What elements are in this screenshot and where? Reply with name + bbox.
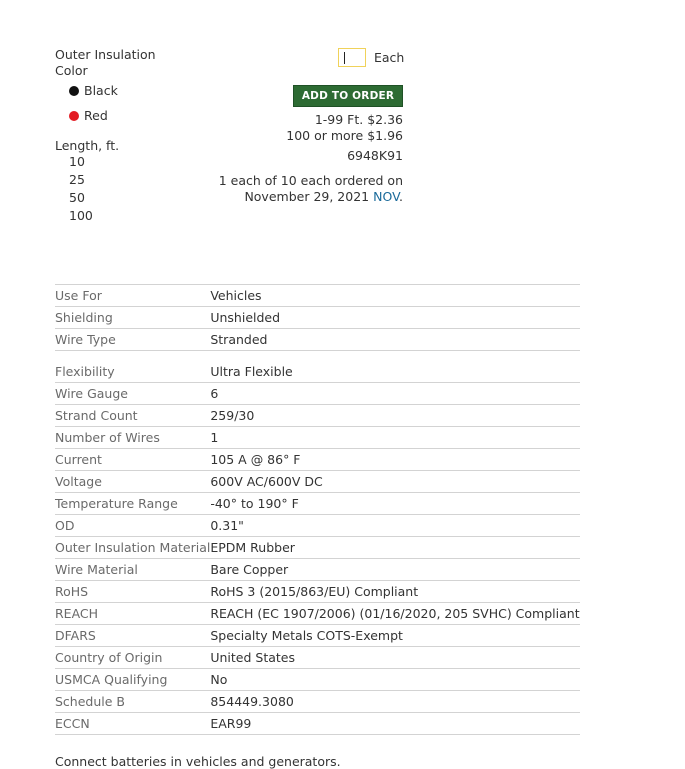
order-history-end: . [399,189,403,204]
length-option-title: Length, ft. [55,138,120,153]
spec-label: ECCN [55,713,210,735]
table-row [55,405,580,427]
spec-table [55,284,580,735]
spec-value: Stranded [210,329,579,351]
table-row [55,581,580,603]
table-row [55,285,580,307]
spec-label: Current [55,449,210,471]
spec-label: Schedule B [55,691,210,713]
order-history-line-1: 1 each of 10 each ordered on [218,173,403,188]
spec-label: Voltage [55,471,210,493]
spec-label: Strand Count [55,405,210,427]
spec-value: RoHS 3 (2015/863/EU) Compliant [210,581,579,603]
table-row [55,351,580,383]
spec-value: -40° to 190° F [210,493,579,515]
table-row [55,537,580,559]
order-history-link[interactable]: NOV [373,189,400,204]
color-option-red[interactable] [69,108,108,123]
product-description: Connect batteries in vehicles and generators. [55,754,341,769]
spec-label: DFARS [55,625,210,647]
table-row [55,559,580,581]
spec-value: Specialty Metals COTS-Exempt [210,625,579,647]
quantity-input[interactable] [338,48,366,67]
spec-label: Wire Material [55,559,210,581]
spec-label: Temperature Range [55,493,210,515]
color-option-title: Outer Insulation Color [55,47,156,78]
spec-value: REACH (EC 1907/2006) (01/16/2020, 205 SVHC) Compliant [210,603,579,625]
table-row [55,329,580,351]
spec-label: RoHS [55,581,210,603]
table-row [55,515,580,537]
spec-value: EPDM Rubber [210,537,579,559]
spec-value: 259/30 [210,405,579,427]
table-row [55,625,580,647]
spec-label: Flexibility [55,364,115,379]
color-option-label: Black [84,83,118,98]
price-tier-2: 100 or more $1.96 [286,128,403,143]
spec-value: Vehicles [210,285,579,307]
spec-value: Unshielded [210,307,579,329]
add-to-order-button[interactable]: ADD TO ORDER [293,85,403,107]
color-swatch-black [69,86,79,96]
spec-label: Wire Gauge [55,383,210,405]
table-row [55,307,580,329]
spec-label: REACH [55,603,210,625]
table-row [55,471,580,493]
spec-value: 854449.3080 [210,691,579,713]
length-option-50[interactable]: 50 [69,190,85,205]
color-option-black[interactable] [69,83,118,98]
order-history-line-2 [244,189,403,204]
table-row [55,493,580,515]
spec-label: Number of Wires [55,427,210,449]
table-row [55,383,580,405]
part-number: 6948K91 [347,148,403,163]
color-swatch-red [69,111,79,121]
color-option-label: Red [84,108,108,123]
text-cursor [344,52,345,64]
spec-label: Shielding [55,307,210,329]
spec-label: Country of Origin [55,647,210,669]
length-option-10[interactable]: 10 [69,154,85,169]
price-tier-1: 1-99 Ft. $2.36 [314,112,403,127]
spec-label: OD [55,515,210,537]
spec-value: 105 A @ 86° F [210,449,579,471]
spec-label: Use For [55,285,210,307]
spec-label: USMCA Qualifying [55,669,210,691]
spec-value: Ultra Flexible [210,364,293,379]
table-row [55,669,580,691]
unit-label: Each [374,50,405,65]
spec-label: Wire Type [55,329,210,351]
table-row [55,603,580,625]
table-row [55,691,580,713]
spec-value: 600V AC/600V DC [210,471,579,493]
table-row [55,713,580,735]
table-row [55,449,580,471]
length-option-100[interactable]: 100 [69,208,93,223]
spec-value: No [210,669,579,691]
table-row [55,647,580,669]
spec-value: 1 [210,427,579,449]
table-row [55,427,580,449]
spec-label: Outer Insulation Material [55,537,210,559]
spec-value: United States [210,647,579,669]
length-option-25[interactable]: 25 [69,172,85,187]
spec-value: Bare Copper [210,559,579,581]
spec-value: EAR99 [210,713,579,735]
spec-value: 0.31" [210,515,579,537]
spec-value: 6 [210,383,579,405]
order-history-date: November 29, 2021 [244,189,370,204]
